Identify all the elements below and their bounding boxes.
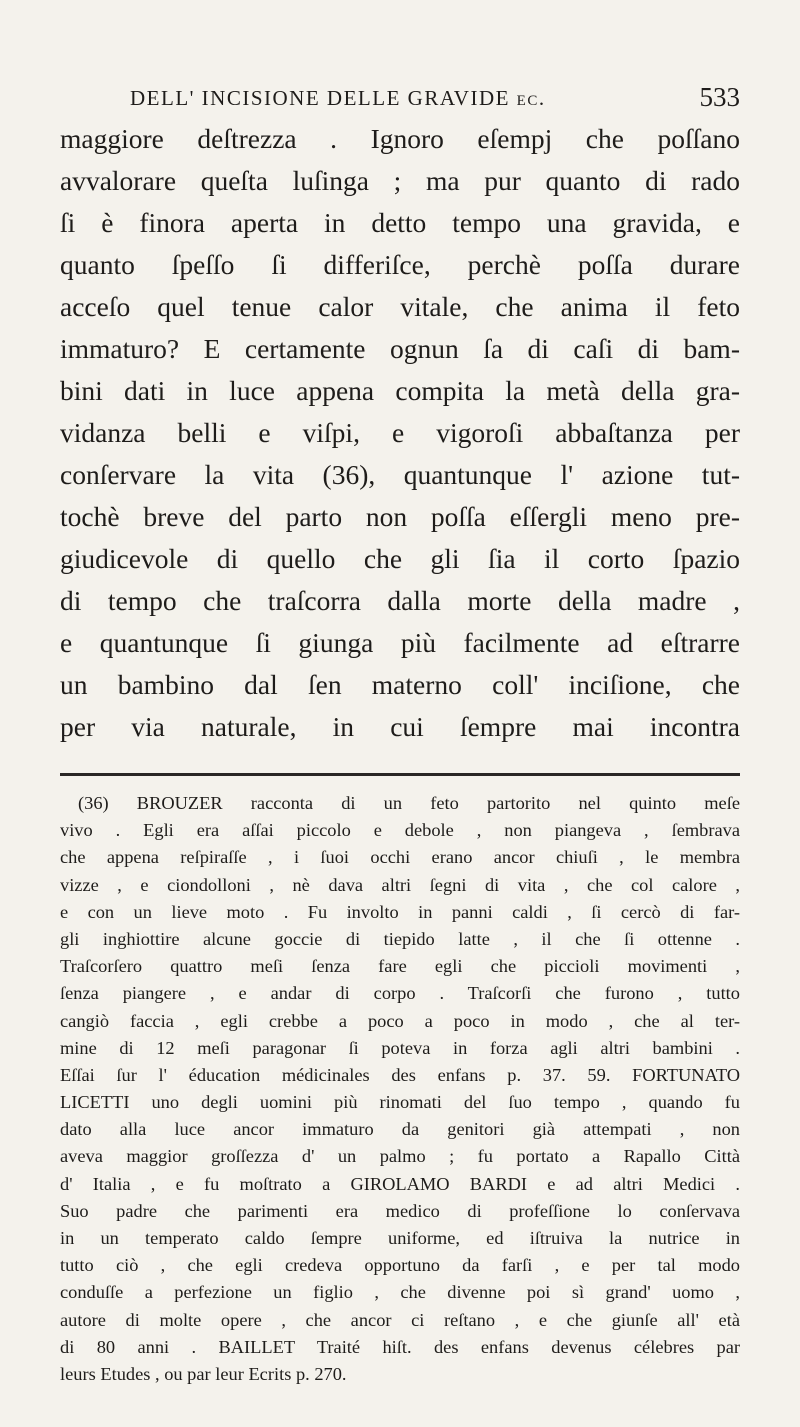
body-text: [60, 118, 740, 748]
body-line: acceſo quel tenue calor vitale, che anima il feto: [60, 291, 740, 322]
footnote-line: leurs Etudes , ou par leur Ecrits p. 270.: [60, 1363, 347, 1384]
body-line: avvalorare queſta luſinga ; ma pur quanto di rado: [60, 165, 740, 196]
footnote-line: vivo . Egli era aſſai piccolo e debole , non piangeva , ſembrava: [60, 820, 740, 841]
footnote-line: ſenza piangere , e andar di corpo . Traſcorſi che furono , tutto: [60, 983, 740, 1004]
footnote-line: in un temperato caldo ſempre uniforme, ed iſtruiva la nutrice in: [60, 1228, 740, 1248]
body-line: quanto ſpeſſo ſi differiſce, perchè poſſa durare: [60, 249, 740, 280]
footnote-line: LICETTI uno degli uomini più rinomati del ſuo tempo , quando fu: [60, 1092, 740, 1113]
body-line: immaturo? E certamente ognun ſa di caſi di bam-: [60, 333, 740, 364]
body-line: giudicevole di quello che gli ſia il corto ſpazio: [60, 543, 740, 574]
footnote-line: e con un lieve moto . Fu involto in panni caldi , ſi cercò di far-: [60, 901, 740, 922]
footnote-line: di 80 anni . BAILLET Traité hiſt. des enfans devenus célebres par: [60, 1336, 740, 1357]
footnote-line: autore di molte opere , che ancor ci reſtano , e che giunſe all' età: [60, 1309, 740, 1330]
footnote-line: gli inghiottire alcune goccie di tiepido latte , il che ſi ottenne .: [60, 928, 740, 949]
page-header: [60, 78, 740, 118]
body-line: tochè breve del parto non poſſa eſſergli meno pre-: [60, 501, 740, 532]
footnote-line: cangiò faccia , egli crebbe a poco a poco in modo , che al ter-: [60, 1010, 740, 1031]
footnote-line: Eſſai ſur l' éducation médicinales des enfans p. 37. 59. FORTUNATO: [60, 1064, 740, 1085]
body-line: di tempo che traſcorra dalla morte della madre ,: [60, 585, 740, 616]
footnote-line: dato alla luce ancor immaturo da genitori già attempati , non: [60, 1119, 740, 1140]
footnote-line: d' Italia , e fu moſtrato a GIROLAMO BARDI e ad altri Medici .: [60, 1173, 740, 1194]
running-head: DELL' INCISIONE DELLE GRAVIDE ec.: [130, 86, 546, 110]
footnote-line: conduſſe a perfezione un figlio , che divenne poi sì grand' uomo ,: [60, 1282, 740, 1303]
footnote-line: aveva maggior groſſezza d' un palmo ; fu portato a Rapallo Città: [60, 1146, 740, 1167]
body-line: un bambino dal ſen materno coll' inciſione, che: [60, 669, 740, 700]
body-line: maggiore deſtrezza . Ignoro eſempj che poſſano: [60, 123, 740, 154]
footnote: [60, 790, 740, 1388]
footnote-rule: [60, 773, 740, 776]
body-line: bini dati in luce appena compita la metà della gra-: [60, 375, 740, 406]
footnote-line: (36) BROUZER racconta di un feto partorito nel quinto meſe: [78, 793, 740, 813]
page-number: 533: [699, 82, 740, 112]
footnote-line: vizze , e ciondolloni , nè dava altri ſegni di vita , che col calore ,: [60, 874, 740, 895]
body-line: e quantunque ſi giunga più facilmente ad eſtrarre: [60, 627, 740, 658]
body-line: ſi è finora aperta in detto tempo una gravida, e: [60, 207, 740, 238]
footnote-line: mine di 12 meſi paragonar ſi poteva in forza agli altri bambini .: [60, 1037, 740, 1058]
body-line: per via naturale, in cui ſempre mai incontra: [60, 711, 740, 742]
body-line: conſervare la vita (36), quantunque l' azione tut-: [60, 459, 740, 490]
footnote-line: che appena reſpiraſſe , i ſuoi occhi erano ancor chiuſi , le membra: [60, 847, 740, 868]
footnote-line: Traſcorſero quattro meſi ſenza fare egli che piccioli movimenti ,: [60, 956, 740, 977]
footnote-line: tutto ciò , che egli credeva opportuno da farſi , e per tal modo: [60, 1255, 740, 1276]
body-line: vidanza belli e viſpi, e vigoroſi abbaſtanza per: [60, 417, 740, 448]
footnote-line: Suo padre che parimenti era medico di profeſſione lo conſervava: [60, 1200, 740, 1221]
